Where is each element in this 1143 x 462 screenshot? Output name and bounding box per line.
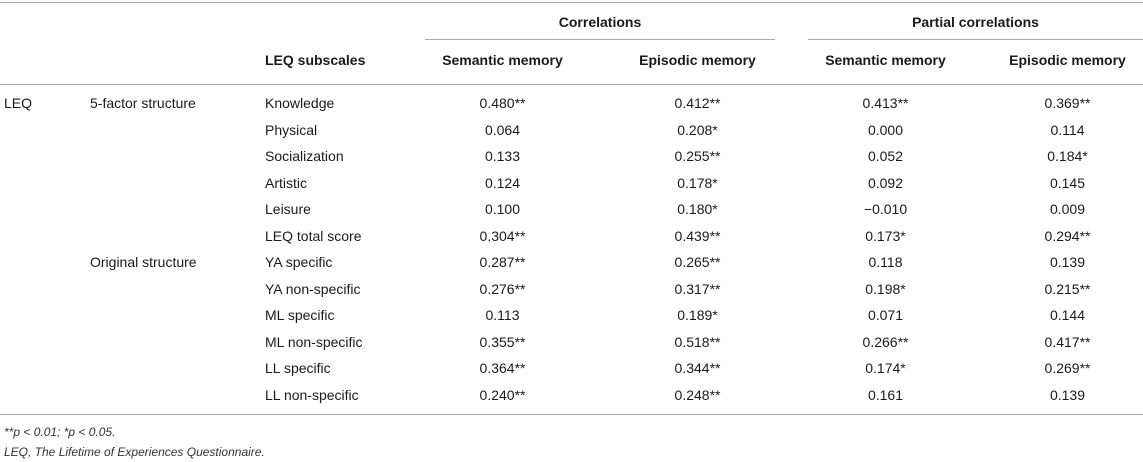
- header-divider: [0, 84, 1143, 85]
- semantic-correlation-cell: 0.064: [484, 121, 521, 138]
- subscale-cell: Leisure: [265, 201, 311, 217]
- episodic-partial-cell: 0.139: [1049, 386, 1086, 403]
- header-episodic-memory-partial: Episodic memory: [1009, 52, 1126, 68]
- section-label: 5-factor structure: [90, 95, 196, 111]
- semantic-partial-cell: 0.052: [867, 148, 904, 164]
- subscale-cell: ML specific: [265, 307, 335, 323]
- semantic-partial-cell: −0.010: [863, 201, 908, 217]
- subscale-cell: Artistic: [265, 174, 307, 191]
- episodic-partial-cell: 0.145: [1049, 174, 1086, 191]
- semantic-correlation-cell: 0.287**: [479, 254, 526, 270]
- semantic-correlation-cell: 0.480**: [479, 95, 526, 111]
- subscale-cell: YA non-specific: [265, 280, 361, 297]
- episodic-correlation-cell: 0.412**: [674, 95, 721, 111]
- group-header-correlations: Correlations: [558, 14, 642, 30]
- episodic-partial-cell: 0.215**: [1044, 280, 1091, 297]
- episodic-partial-cell: 0.269**: [1044, 360, 1091, 376]
- semantic-partial-cell: 0.071: [867, 307, 904, 323]
- subscale-cell: Physical: [265, 121, 318, 138]
- subscale-cell: ML non-specific: [265, 333, 363, 350]
- subscale-cell: LEQ total score: [265, 227, 362, 244]
- header-episodic-memory-correlations: Episodic memory: [639, 52, 756, 68]
- header-leq-subscales: LEQ subscales: [265, 52, 366, 68]
- header-semantic-memory-correlations: Semantic memory: [442, 52, 563, 68]
- semantic-correlation-cell: 0.355**: [479, 333, 526, 350]
- episodic-correlation-cell: 0.439**: [674, 227, 721, 244]
- episodic-correlation-cell: 0.178*: [677, 174, 718, 191]
- semantic-correlation-cell: 0.100: [484, 201, 521, 217]
- semantic-partial-cell: 0.198*: [865, 280, 906, 297]
- correlations-underline: [425, 39, 775, 40]
- footnote-abbreviation: LEQ, The Lifetime of Experiences Questionnaire.: [4, 445, 265, 459]
- semantic-partial-cell: 0.161: [867, 386, 904, 403]
- episodic-partial-cell: 0.184*: [1047, 148, 1088, 164]
- semantic-correlation-cell: 0.276**: [479, 280, 526, 297]
- episodic-correlation-cell: 0.518**: [674, 333, 721, 350]
- group-header-partial-correlations: Partial correlations: [912, 14, 1039, 30]
- partial-correlations-underline: [808, 39, 1143, 40]
- episodic-correlation-cell: 0.265**: [674, 254, 721, 270]
- episodic-partial-cell: 0.294**: [1044, 227, 1091, 244]
- subscale-cell: LL non-specific: [265, 386, 359, 403]
- semantic-correlation-cell: 0.113: [485, 307, 520, 323]
- episodic-correlation-cell: 0.208*: [677, 121, 718, 138]
- episodic-correlation-cell: 0.344**: [674, 360, 721, 376]
- semantic-correlation-cell: 0.124: [484, 174, 521, 191]
- subscale-cell: LL specific: [265, 360, 331, 376]
- episodic-correlation-cell: 0.317**: [674, 280, 721, 297]
- semantic-correlation-cell: 0.364**: [479, 360, 526, 376]
- bottom-rule: [0, 414, 1143, 415]
- episodic-partial-cell: 0.144: [1049, 307, 1086, 323]
- subscale-cell: Socialization: [265, 148, 344, 164]
- top-rule: [0, 2, 1143, 3]
- semantic-partial-cell: 0.173*: [865, 227, 906, 244]
- semantic-correlation-cell: 0.240**: [479, 386, 526, 403]
- semantic-partial-cell: 0.413**: [862, 95, 909, 111]
- semantic-partial-cell: 0.092: [867, 174, 904, 191]
- episodic-correlation-cell: 0.255**: [674, 148, 721, 164]
- episodic-correlation-cell: 0.180*: [677, 201, 718, 217]
- semantic-correlation-cell: 0.133: [484, 148, 521, 164]
- row-group-label: LEQ: [4, 95, 33, 111]
- section-label: Original structure: [90, 254, 197, 270]
- episodic-partial-cell: 0.369**: [1044, 95, 1091, 111]
- episodic-partial-cell: 0.114: [1050, 121, 1085, 138]
- episodic-correlation-cell: 0.189*: [677, 307, 718, 323]
- header-semantic-memory-partial: Semantic memory: [825, 52, 946, 68]
- episodic-partial-cell: 0.417**: [1044, 333, 1091, 350]
- subscale-cell: YA specific: [265, 254, 333, 270]
- semantic-partial-cell: 0.266**: [862, 333, 909, 350]
- semantic-partial-cell: 0.000: [867, 121, 904, 138]
- episodic-partial-cell: 0.009: [1049, 201, 1086, 217]
- footnote-significance: **p < 0.01; *p < 0.05.: [4, 425, 116, 439]
- episodic-partial-cell: 0.139: [1049, 254, 1086, 270]
- semantic-partial-cell: 0.118: [868, 254, 903, 270]
- episodic-correlation-cell: 0.248**: [674, 386, 721, 403]
- subscale-cell: Knowledge: [265, 95, 335, 111]
- semantic-correlation-cell: 0.304**: [479, 227, 526, 244]
- semantic-partial-cell: 0.174*: [865, 360, 906, 376]
